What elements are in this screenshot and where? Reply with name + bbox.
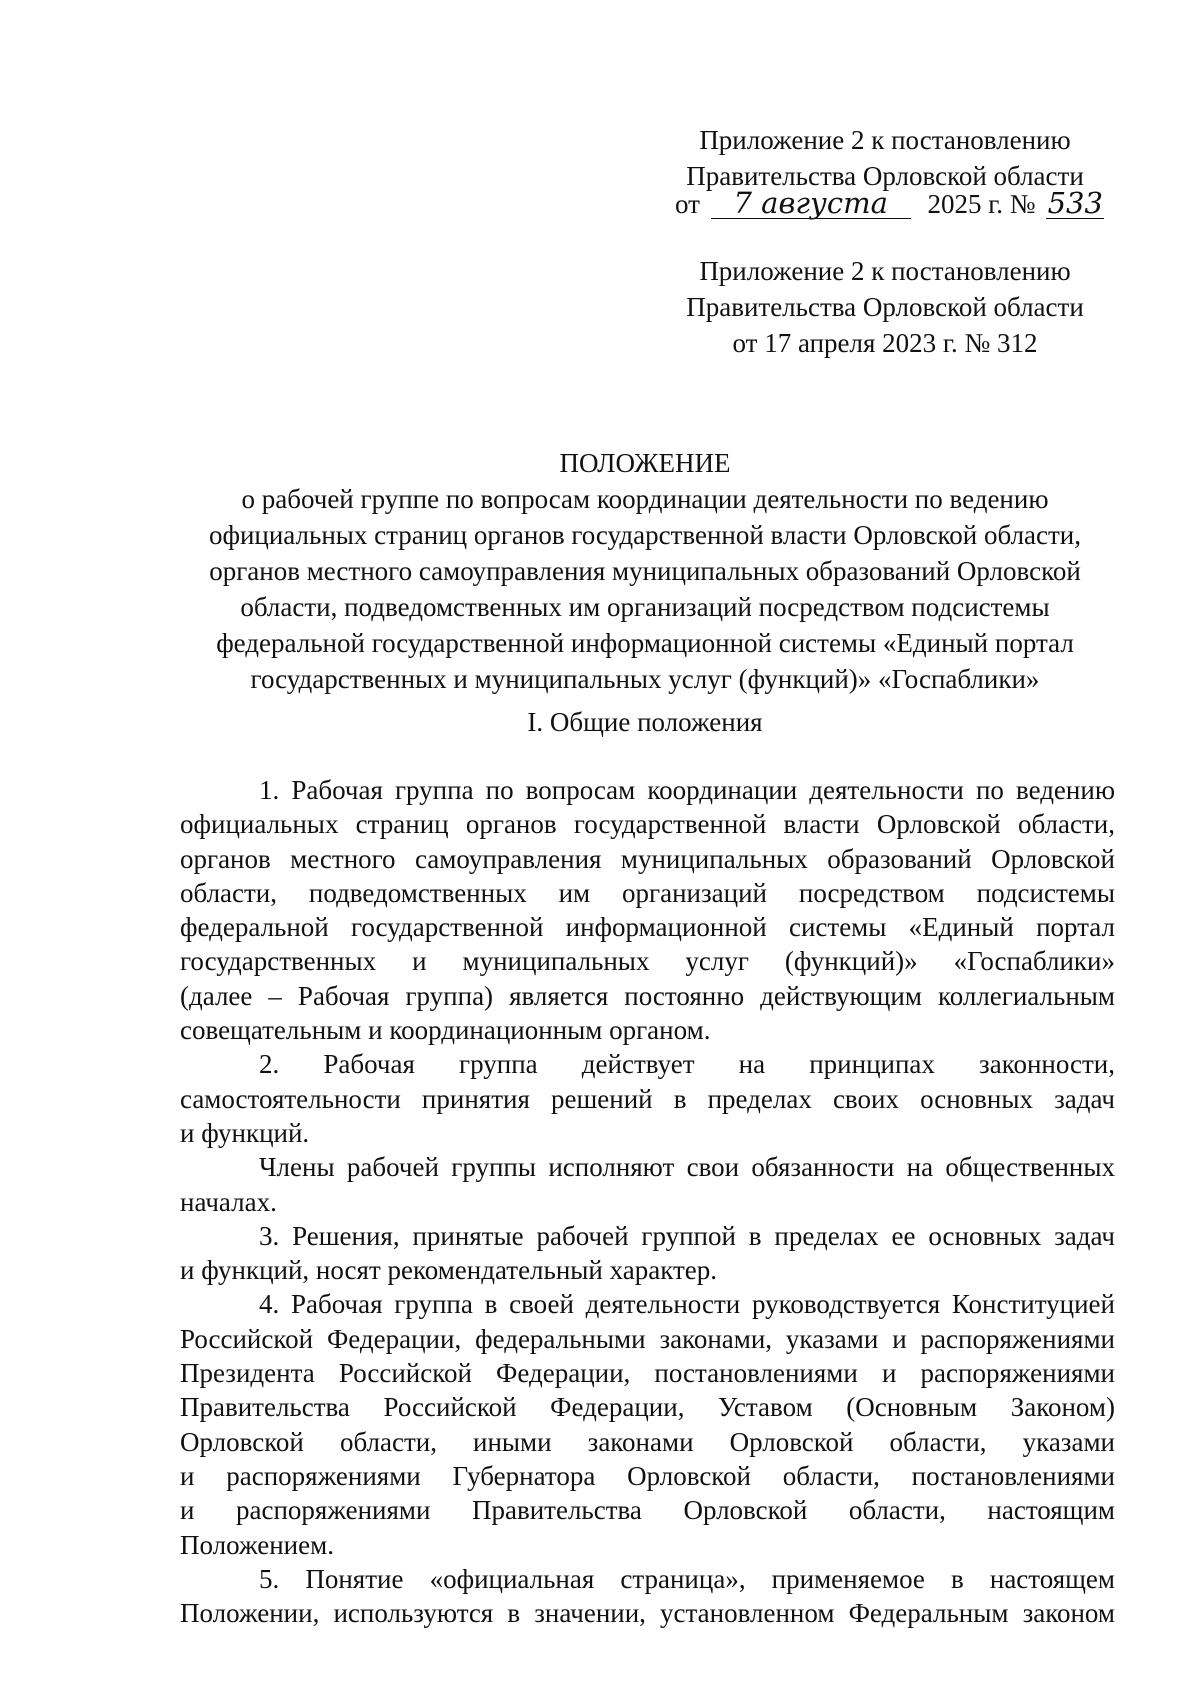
clause-2-line: и функций. [180,1117,310,1148]
appendix-line: Приложение 2 к постановлению [699,125,1071,155]
appendix-line: от 17 апреля 2023 г. № 312 [732,328,1038,358]
clause-1-line: 1. Рабочая группа по вопросам координации деятельности по ведению [259,775,1115,805]
appendix-line: Приложение 2 к постановлению [699,256,1071,286]
title-line: области, подведомственных им организаций посредством подсистемы [240,592,1050,622]
year-and-number-label: 2025 г. № [927,189,1036,219]
clause-4-line: Президента Российской Федерации, постановлениями и распоряжениями [180,1358,1115,1389]
date-prefix: от [675,189,700,219]
title-line: государственных и муниципальных услуг (функций)» «Госпаблики» [250,664,1040,694]
clause-4-line: Орловской области, иными законами Орловской области, указами [180,1426,1115,1457]
clause-1-line: (далее – Рабочая группа) является постоянно действующим коллегиальным [180,980,1115,1011]
title-line: о рабочей группе по вопросам координации деятельности по ведению [241,484,1049,514]
clause-1-line: федеральной государственной информационной системы «Единый портал [180,912,1115,943]
appendix-header-old [660,253,1110,361]
members-paragraph-line: Члены рабочей группы исполняют свои обязанности на общественных [259,1152,1115,1183]
clause-4-line: Российской Федерации, федеральными законами, указами и распоряжениями [180,1323,1115,1354]
handwritten-date: 7 августа [711,188,911,219]
appendix-line: Правительства Орловской области [686,161,1084,191]
appendix-header-new [660,122,1110,194]
section-heading: I. Общие положения [527,707,763,737]
title-line: федеральной государственной информационной системы «Единый портал [216,628,1074,658]
handwritten-number: 533 [1047,186,1103,220]
clause-1-line: органов местного самоуправления муниципальных образований Орловской [180,843,1115,874]
clause-1-line: области, подведомственных им организаций посредством подсистемы [180,877,1115,908]
clause-4-line: и распоряжениями Губернатора Орловской области, постановлениями [180,1460,1115,1491]
clause-3-line: 3. Решения, принятые рабочей группой в пределах ее основных задач [259,1220,1115,1251]
appendix-date-line [675,186,1125,226]
title-heading: ПОЛОЖЕНИЕ [559,448,731,478]
clause-4-line: 4. Рабочая группа в своей деятельности руководствуется Конституцией [259,1289,1115,1320]
title-line: официальных страниц органов государственной власти Орловской области, [208,520,1082,550]
clause-2-line: 2. Рабочая группа действует на принципах законности, [259,1049,1115,1080]
clause-1-line: официальных страниц органов государственной власти Орловской области, [180,809,1115,840]
clause-2-line: самостоятельности принятия решений в пределах своих основных задач [180,1083,1115,1114]
document-title [150,445,1140,697]
clause-4-line: Положением. [180,1529,334,1560]
clause-1-line: государственных и муниципальных услуг (функций)» «Госпаблики» [180,946,1115,977]
clause-3-line: и функций, носят рекомендательный характер. [180,1255,718,1286]
clause-4-line: и распоряжениями Правительства Орловской области, настоящим [180,1495,1115,1526]
appendix-line: Правительства Орловской области [686,292,1084,322]
document-body [180,773,1115,1630]
members-paragraph-line: началах. [180,1186,277,1217]
title-line: органов местного самоуправления муниципальных образований Орловской [209,556,1081,586]
clause-4-line: Правительства Российской Федерации, Уставом (Основным Законом) [180,1392,1115,1423]
clause-1-line: совещательным и координационным органом. [180,1015,711,1046]
clause-5-line: 5. Понятие «официальная страница», применяемое в настоящем [259,1563,1115,1594]
clause-5-line: Положении, используются в значении, установленном Федеральным законом [180,1598,1115,1629]
